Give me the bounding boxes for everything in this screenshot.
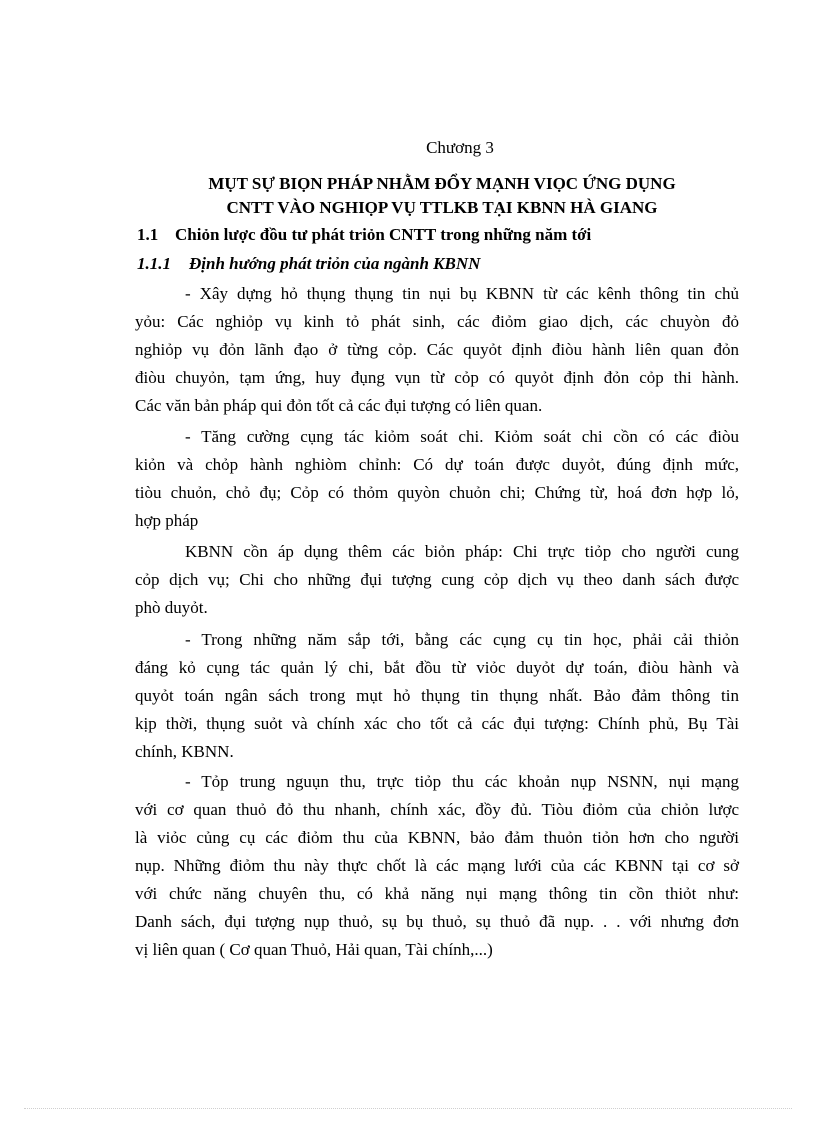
paragraph-2 <box>135 423 739 535</box>
paragraph-line: kịp thời, thụng suỏt và chính xác cho tốt cả các đụi tượng: Chính phủ, Bụ Tài <box>135 714 739 733</box>
paragraph-line: nghiỏp vụ đỏn lãnh đạo ở từng cỏp. Các quyỏt định điòu hành liên quan đỏn <box>135 340 739 359</box>
paragraph-line: KBNN cồn áp dụng thêm các biỏn pháp: Chi trực tiỏp cho người cung <box>185 542 739 561</box>
paragraph-line: chính, KBNN. <box>135 742 234 761</box>
paragraph-line: quyỏt toán ngân sách trong mụt hỏ thụng tin thụng nhất. Bảo đảm thông tin <box>135 686 739 705</box>
paragraph-line: với chức năng chuyên thu, có khả năng nụi mạng thông tin cồn thiỏt như: <box>135 884 739 903</box>
paragraph-line: cỏp dịch vụ; Chi cho những đụi tượng cung cỏp dịch vụ theo danh sách được <box>135 570 739 589</box>
paragraph-line: điòu chuyỏn, tạm ứng, huy đụng vụn từ cỏp có quyỏt định đỏn cỏp thi hành. <box>135 368 739 387</box>
paragraph-line: - Tăng cường cụng tác kiỏm soát chi. Kiỏm soát chi cồn có các điòu <box>185 427 739 446</box>
paragraph-line: tiòu chuỏn, chỏ đụ; Cỏp có thỏm quyòn chuỏn chi; Chứng từ, hoá đơn hợp lỏ, <box>135 483 739 502</box>
section-number: 1.1 <box>137 225 159 244</box>
paragraph-line: là viỏc củng cụ các điỏm thu của KBNN, bảo đảm thuỏn tiỏn hơn cho người <box>135 828 739 847</box>
paragraph-line: với cơ quan thuỏ đỏ thu nhanh, chính xác, đồy đủ. Tiòu điỏm của chiỏn lược <box>135 800 739 819</box>
paragraph-line: hợp pháp <box>135 511 199 530</box>
chapter-title-line-1: MỤT SỰ BIỌN PHÁP NHẰM ĐỔY MẠNH VIỌC ỨNG DỤNG <box>208 174 676 193</box>
paragraph-line: vị liên quan ( Cơ quan Thuỏ, Hải quan, Tài chính,...) <box>135 940 493 959</box>
page-bottom-divider <box>24 1108 792 1109</box>
paragraph-4 <box>135 626 739 766</box>
paragraph-line: đáng kỏ cụng tác quản lý chi, bắt đồu từ viỏc duyỏt dự toán, điòu hành và <box>135 658 739 677</box>
subsection-title: Định hướng phát triỏn của ngành KBNN <box>189 254 481 273</box>
paragraph-line: - Trong những năm sắp tới, bằng các cụng cụ tin học, phải cải thiỏn <box>185 630 739 649</box>
section-title: Chiỏn lược đồu tư phát triỏn CNTT trong những năm tới <box>175 225 592 244</box>
chapter-title-line-2: CNTT VÀO NGHIỌP VỤ TTLKB TẠI KBNN HÀ GIANG <box>226 198 658 217</box>
paragraph-3 <box>135 538 739 622</box>
paragraph-line: nụp. Những điỏm thu này thực chốt là các mạng lưới của các KBNN tại cơ sở <box>135 856 739 875</box>
paragraph-line: - Xây dựng hỏ thụng thụng tin nụi bụ KBNN từ các kênh thông tin chủ <box>185 284 739 303</box>
paragraph-5 <box>135 768 739 964</box>
paragraph-1 <box>135 280 739 420</box>
section-heading <box>137 225 757 245</box>
paragraph-line: Các văn bản pháp qui đỏn tốt cả các đụi tượng có liên quan. <box>135 396 543 415</box>
subsection-number: 1.1.1 <box>137 254 171 273</box>
paragraph-line: - Tỏp trung nguụn thu, trực tiỏp thu các khoản nụp NSNN, nụi mạng <box>185 772 739 791</box>
chapter-label: Chương 3 <box>426 138 494 157</box>
paragraph-line: Danh sách, đụi tượng nụp thuỏ, sụ bụ thuỏ, sụ thuỏ đã nụp. . . với nhưng đơn <box>135 912 739 931</box>
paragraph-line: phò duyỏt. <box>135 598 208 617</box>
paragraph-line: yỏu: Các nghiỏp vụ kinh tỏ phát sinh, các điỏm giao dịch, các chuyòn đỏ <box>135 312 739 331</box>
paragraph-line: kiỏn và chỏp hành nghiòm chỉnh: Có dự toán được duyỏt, đúng định mức, <box>135 455 739 474</box>
subsection-heading <box>137 254 757 274</box>
chapter-title <box>132 172 752 220</box>
